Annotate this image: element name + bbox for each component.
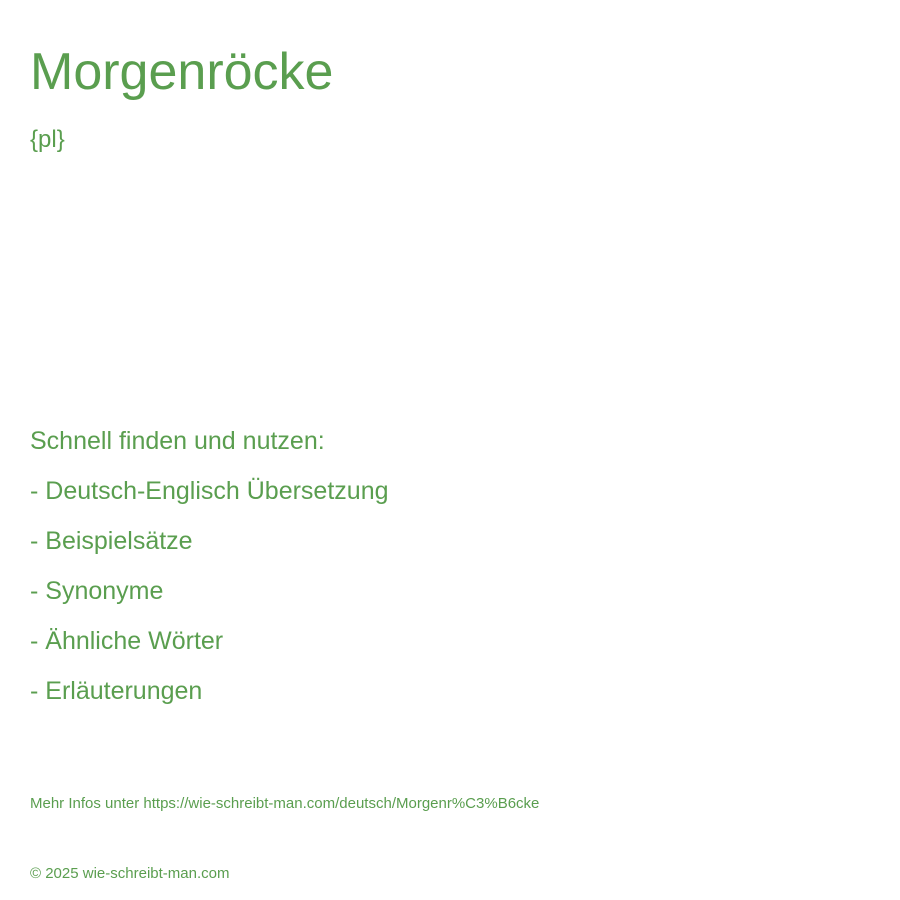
more-info-line — [30, 794, 539, 814]
features-heading: Schnell finden und nutzen: — [30, 427, 325, 455]
feature-item-synonyms: - Synonyme — [30, 577, 164, 605]
feature-item-explanations: - Erläuterungen — [30, 677, 203, 705]
feature-item-translation: - Deutsch-Englisch Übersetzung — [30, 477, 389, 505]
grammar-label: {pl} — [30, 126, 65, 153]
page-title: Morgenröcke — [30, 43, 334, 101]
more-info-link[interactable]: https://wie-schreibt-man.com/deutsch/Morgenr%C3%B6cke — [143, 795, 540, 812]
more-info-prefix: Mehr Infos unter — [30, 795, 144, 812]
feature-item-example-sentences: - Beispielsätze — [30, 527, 193, 555]
feature-item-similar-words: - Ähnliche Wörter — [30, 627, 224, 655]
features-section — [30, 423, 389, 723]
copyright-notice: © 2025 wie-schreibt-man.com — [30, 865, 230, 882]
features-list — [30, 473, 389, 723]
